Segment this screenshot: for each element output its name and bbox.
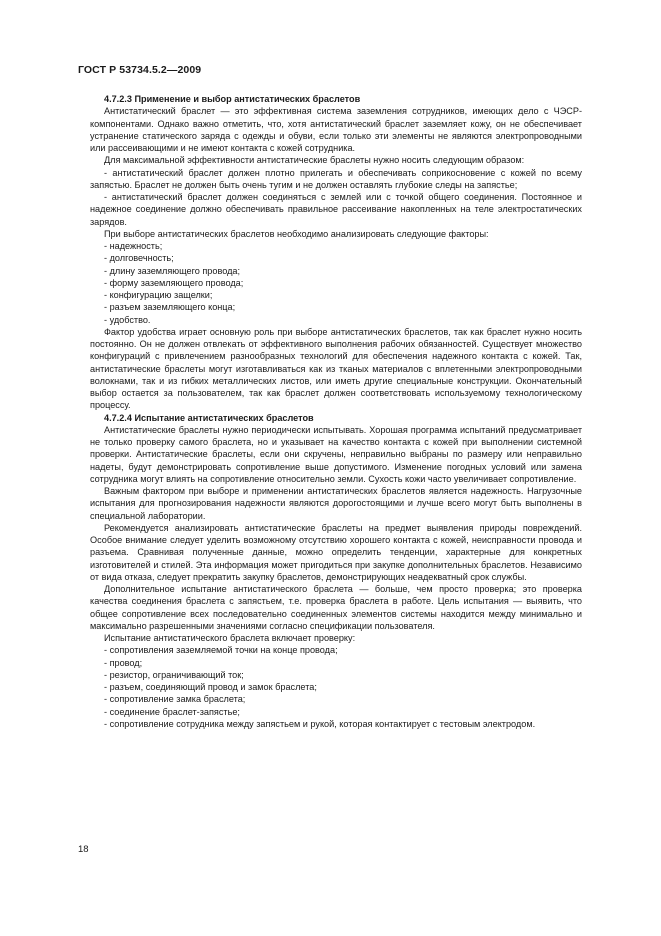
section-heading: 4.7.2.3 Применение и выбор антистатических браслетов bbox=[104, 94, 361, 104]
list-item: - надежность; bbox=[104, 241, 163, 251]
list-item: - конфигурацию защелки; bbox=[104, 290, 213, 300]
page-number: 18 bbox=[78, 844, 89, 855]
paragraph: При выборе антистатических браслетов необходимо анализировать следующие факторы: bbox=[104, 228, 489, 239]
list-item: - сопротивления заземляемой точки на конце провода; bbox=[104, 645, 338, 656]
list-item: - длину заземляющего провода; bbox=[104, 265, 241, 276]
paragraph: Важным фактором при выборе и применении антистатических браслетов является надежность. Нагрузочные испытания для прогнозирования надежности являются дорогостоящими и лучше всего могут быть выполнены в специальной лаборатории. bbox=[90, 486, 582, 521]
paragraph: Рекомендуется анализировать антистатические браслеты на предмет выявления природы повреждений. Особое внимание следует уделить возможному отсутствию хорошего контакта с кожей, неисправности провода и разъема. Сравнивая полученные данные, можно определить тенденции, характерные для конкретных изготовителей и стилей. Эта информация может пригодиться при закупке дополнительных браслетов. Независимо от вида отказа, следует прекратить закупку браслетов, демонстрирующих неадекватный срок службы. bbox=[90, 522, 582, 582]
list-item: - соединение браслет-запястье; bbox=[104, 706, 240, 717]
document-body bbox=[90, 93, 582, 730]
list-item: - провод; bbox=[104, 657, 143, 668]
list-item: - сопротивление сотрудника между запястьем и рукой, которая контактирует с тестовым электродом. bbox=[104, 718, 536, 729]
standard-header: ГОСТ Р 53734.5.2—2009 bbox=[78, 64, 202, 76]
list-item: - удобство. bbox=[104, 314, 151, 325]
paragraph: Фактор удобства играет основную роль при выборе антистатических браслетов, так как браслет нужно носить постоянно. Он не должен отвлекать от эффективного выполнения рабочих обязанностей. Существует множество конфигураций с привлечением разнообразных технологий для обеспечения надежного контакта с кожей. Так, антистатические браслеты могут изготавливаться как из тканых материалов с вплетенными электропроводными волокнами, так и из гибких металлических листов, или иметь другие специальные конструкции. Окончательный выбор остается за пользователем, так как браслет должен соответствовать используемому технологическому процессу. bbox=[90, 326, 582, 411]
list-item: - разъем, соединяющий провод и замок браслета; bbox=[104, 682, 317, 692]
list-item: - разъем заземляющего конца; bbox=[104, 302, 236, 313]
list-item: - антистатический браслет должен соединяться с землей или с точкой общего соединения. Постоянное и надежное соединение должно обеспечивать правильное рассеивание накопленных на теле электростатических зарядов. bbox=[90, 192, 582, 227]
paragraph: Испытание антистатического браслета включает проверку: bbox=[104, 633, 356, 643]
list-item: - сопротивление замка браслета; bbox=[104, 694, 246, 705]
list-item: - антистатический браслет должен плотно прилегать и обеспечивать соприкосновение с кожей по всему запястью. Браслет не должен быть очень тугим и не должен оставлять глубокие следы на запястье; bbox=[90, 167, 582, 190]
paragraph: Для максимальной эффективности антистатические браслеты нужно носить следующим образом: bbox=[104, 155, 525, 166]
paragraph: Антистатический браслет — это эффективная система заземления сотрудников, имеющих дело с ЧЭСР-компонентами. Однако важно отметить, что, хотя антистатический браслет заземляет кожу, он не обеспечивает устранение статического заряда с одежды и обуви, если только эти элементы не являются электропроводными или рассеивающими и не имеют контакта с кожей сотрудника. bbox=[90, 106, 582, 153]
list-item: - форму заземляющего провода; bbox=[104, 277, 244, 288]
paragraph: Антистатические браслеты нужно периодически испытывать. Хорошая программа испытаний предусматривает не только проверку самого браслета, но и указывает на качество контакта с кожей при выполнении системной проверки. Антистатические браслеты, если они скручены, неправильно выбраны по размеру или неправильно надеты, будут демонстрировать сопротивление выше допустимого. Изменение погодных условий или замена сотрудника могут влиять на сопротивление относительно земли. Сухость кожи часто увеличивает сопротивление. bbox=[90, 424, 582, 484]
paragraph: Дополнительное испытание антистатического браслета — больше, чем просто проверка; это проверка качества соединения браслета с запястьем, т.е. проверка браслета в работе. Цель испытания — выявить, что общее сопротивление всех последовательно соединенных элементов системы находится между минимально и максимально разрешенными значениями согласно спецификации пользователя. bbox=[90, 584, 582, 631]
list-item: - долговечность; bbox=[104, 253, 174, 264]
section-heading: 4.7.2.4 Испытание антистатических браслетов bbox=[104, 412, 314, 423]
list-item: - резистор, ограничивающий ток; bbox=[104, 669, 244, 680]
